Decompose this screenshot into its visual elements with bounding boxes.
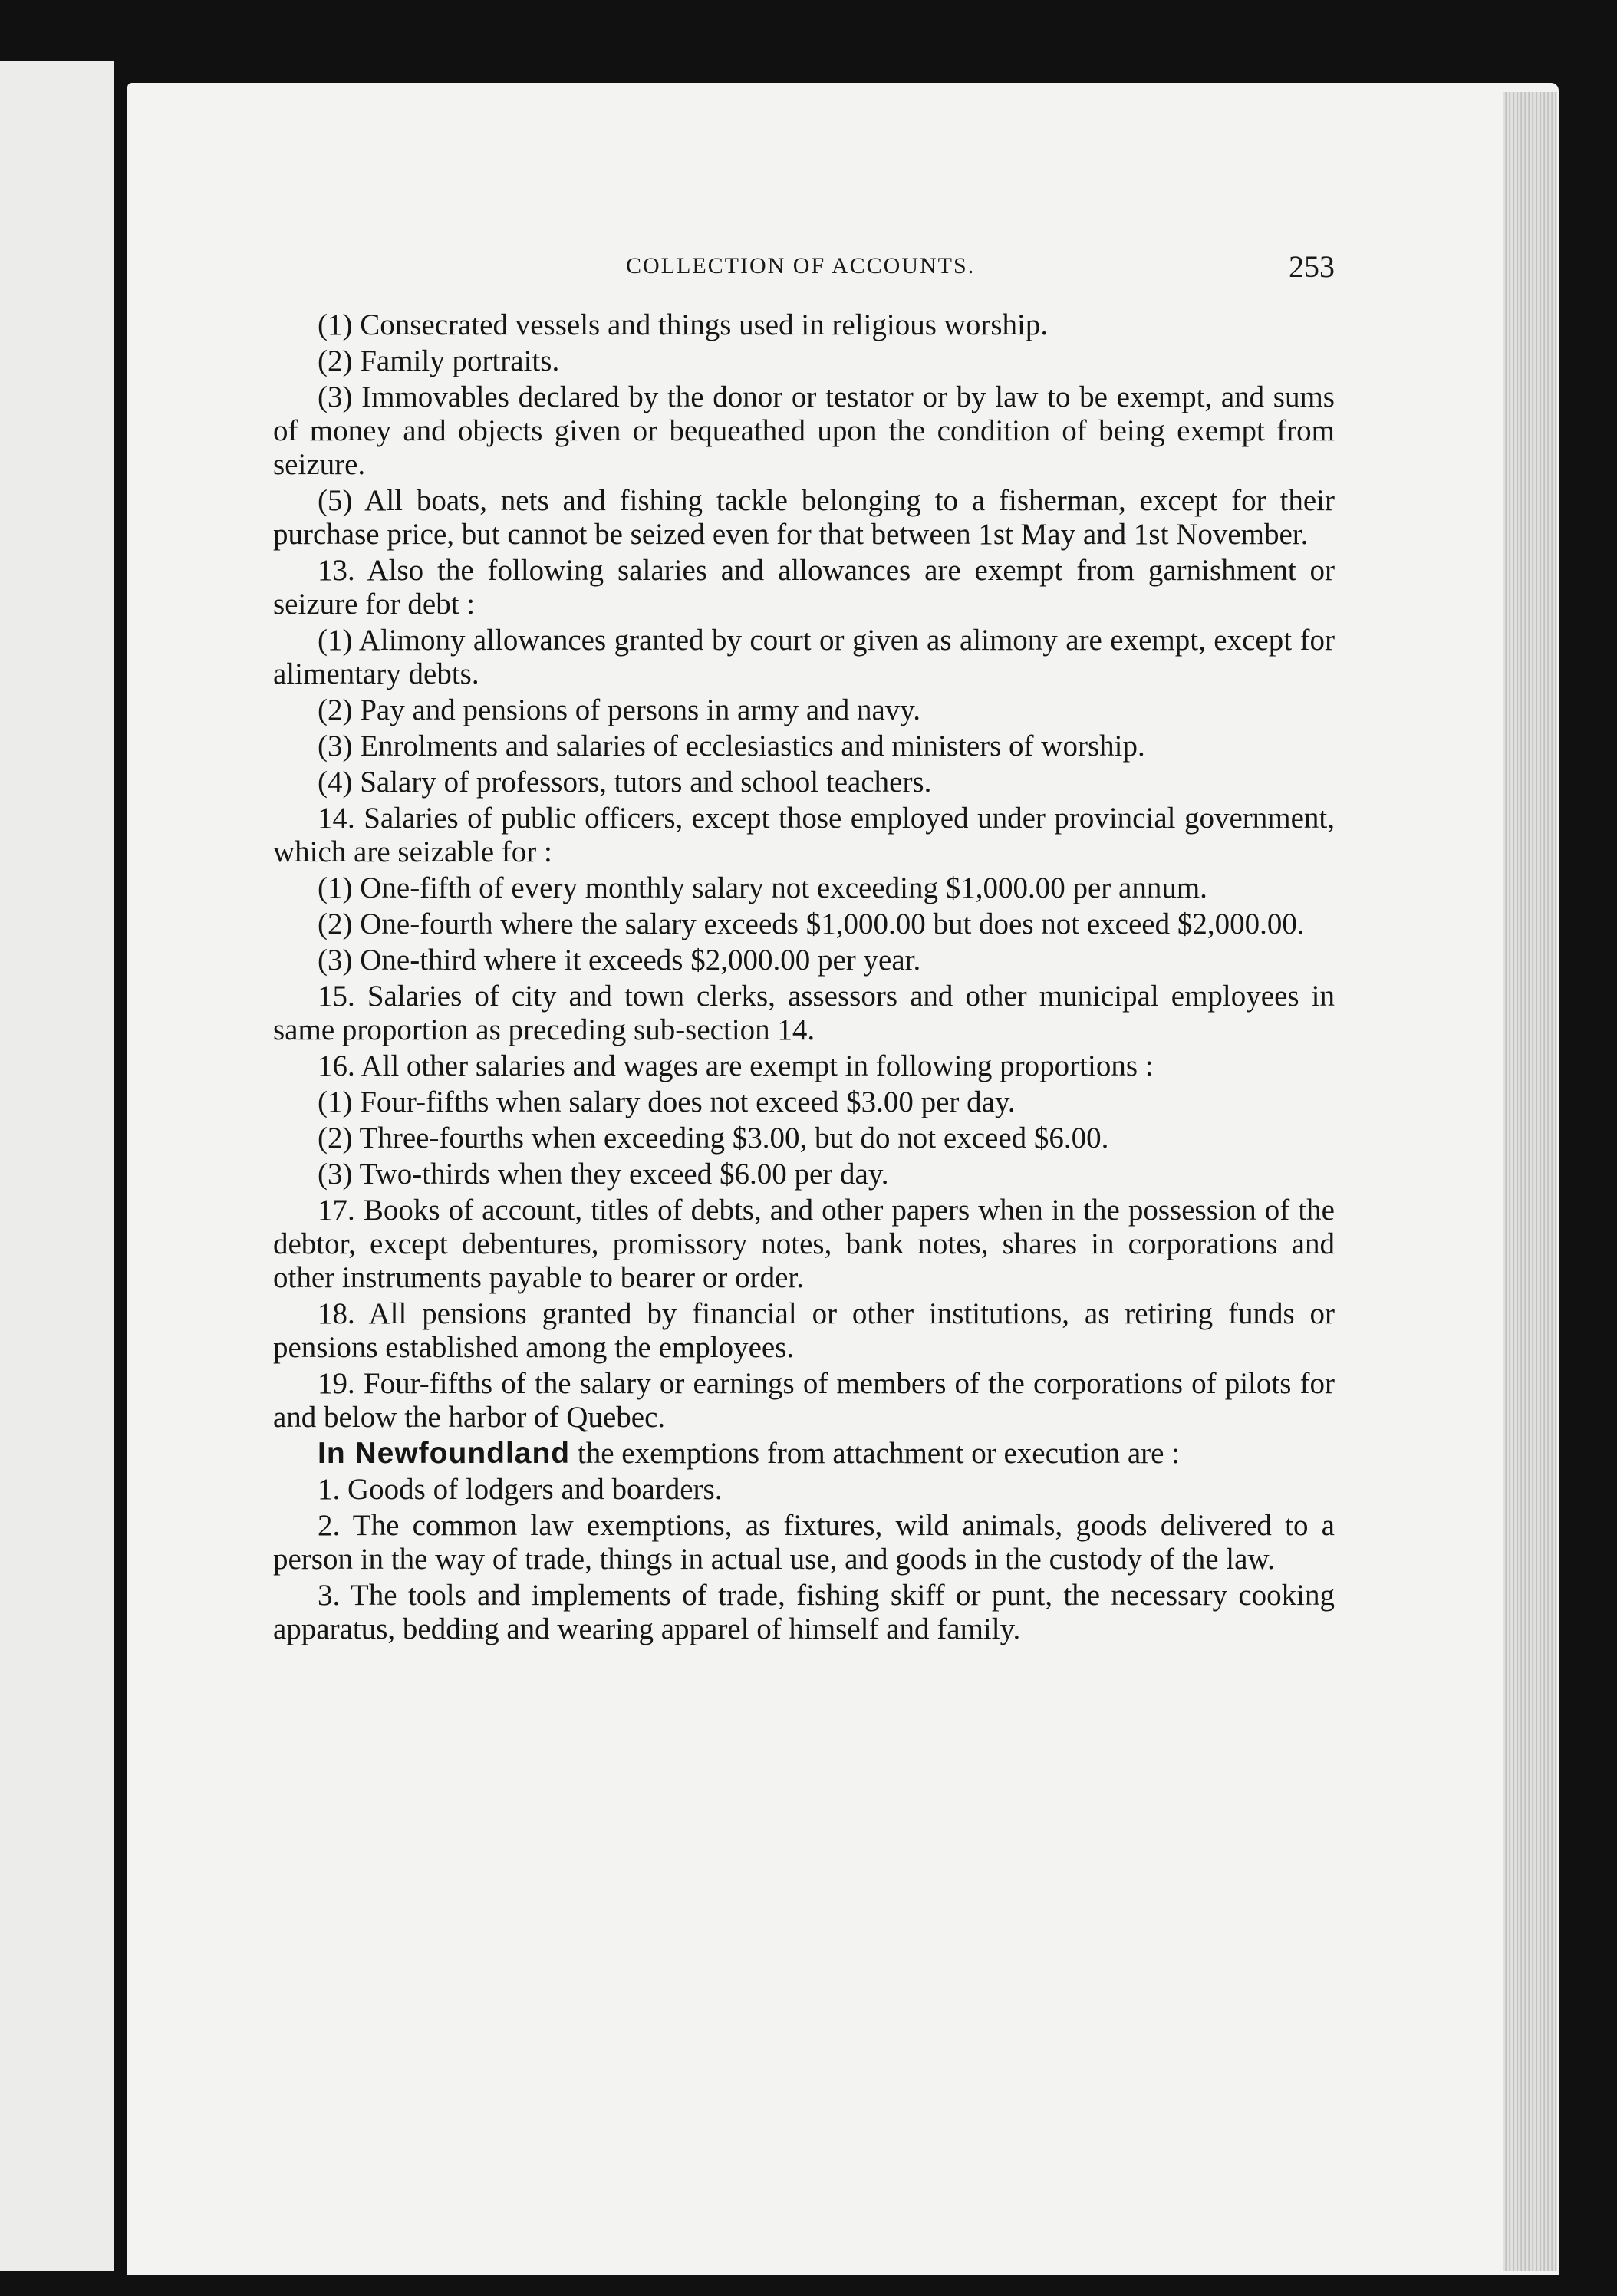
page-header	[273, 249, 1335, 292]
page-number: 253	[1289, 249, 1335, 284]
paragraph: 16. All other salaries and wages are exempt in following proportions :	[318, 1049, 1154, 1082]
paragraph: 2. The common law exemptions, as fixtures, wild animals, goods delivered to a person in the way of trade, things in actual use, and goods in the custody of the law.	[273, 1509, 1335, 1576]
page-fore-edge	[1503, 92, 1557, 2271]
paragraph: 1. Goods of lodgers and boarders.	[318, 1473, 723, 1506]
paragraph: 3. The tools and implements of trade, fishing skiff or punt, the necessary cooking apparatus, bedding and wearing apparel of himself and family.	[273, 1579, 1335, 1645]
paragraph: 13. Also the following salaries and allowances are exempt from garnishment or seizure for debt :	[273, 554, 1335, 621]
paragraph: (1) Consecrated vessels and things used in religious worship.	[318, 308, 1049, 341]
paragraph: (4) Salary of professors, tutors and school teachers.	[318, 766, 932, 799]
paragraph: (5) All boats, nets and fishing tackle belonging to a fisherman, except for their purchase price, but cannot be seized even for that between 1st May and 1st November.	[273, 484, 1335, 551]
newfoundland-heading: In Newfoundland	[318, 1437, 571, 1470]
paragraph: (3) Enrolments and salaries of ecclesiastics and ministers of worship.	[318, 730, 1145, 763]
paragraph: 17. Books of account, titles of debts, and other papers when in the possession of the debtor, except debentures, promissory notes, bank notes, shares in corporations and other instruments payable to bearer or order.	[273, 1194, 1335, 1294]
paragraph: 19. Four-fifths of the salary or earnings of members of the corporations of pilots for and below the harbor of Quebec.	[273, 1367, 1335, 1434]
paragraph: (1) One-fifth of every monthly salary not exceeding $1,000.00 per annum.	[318, 871, 1207, 904]
facing-page-edge	[0, 61, 114, 2271]
paragraph: (2) One-fourth where the salary exceeds $1,000.00 but does not exceed $2,000.00.	[318, 908, 1305, 940]
newfoundland-text: the exemptions from attachment or execution are :	[570, 1437, 1181, 1470]
paragraph: 18. All pensions granted by financial or other institutions, as retiring funds or pensions established among the employees.	[273, 1297, 1335, 1364]
body-text	[273, 308, 1335, 1646]
paragraph: (1) Alimony allowances granted by court or given as alimony are exempt, except for alimentary debts.	[273, 624, 1335, 690]
paragraph: (1) Four-fifths when salary does not exceed $3.00 per day.	[318, 1085, 1016, 1118]
paragraph: (3) Two-thirds when they exceed $6.00 per day.	[318, 1158, 889, 1191]
paragraph: (2) Three-fourths when exceeding $3.00, but do not exceed $6.00.	[318, 1122, 1109, 1155]
running-head: COLLECTION OF ACCOUNTS.	[626, 253, 976, 278]
paragraph: 15. Salaries of city and town clerks, assessors and other municipal employees in same proportion as preceding sub-section 14.	[273, 980, 1335, 1046]
newfoundland-paragraph	[273, 1437, 1335, 1471]
paragraph: 14. Salaries of public officers, except those employed under provincial government, which are seizable for :	[273, 802, 1335, 868]
paragraph: (3) One-third where it exceeds $2,000.00 per year.	[318, 944, 921, 977]
paragraph: (2) Pay and pensions of persons in army and navy.	[318, 693, 920, 726]
paragraph: (3) Immovables declared by the donor or testator or by law to be exempt, and sums of money and objects given or bequeathed upon the condition of being exempt from seizure.	[273, 380, 1335, 481]
paragraph: (2) Family portraits.	[318, 344, 560, 377]
